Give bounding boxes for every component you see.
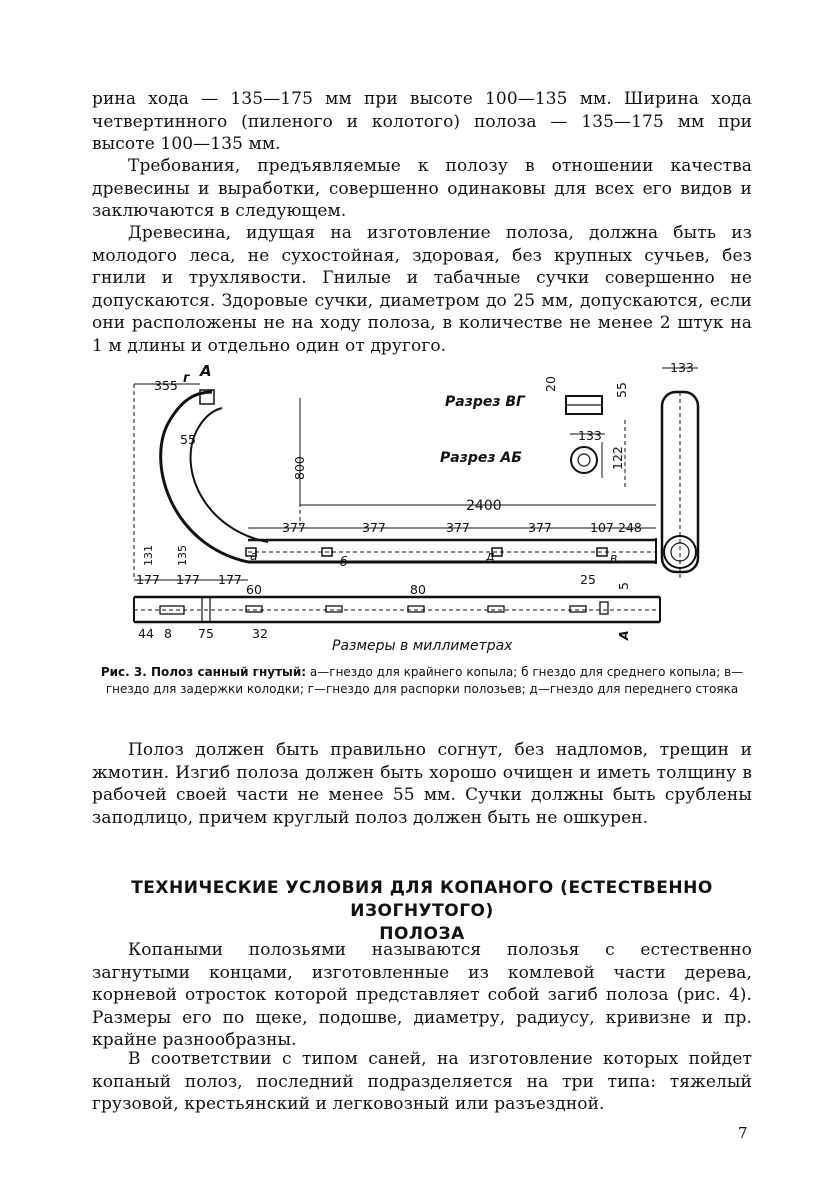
- dim-248: 248: [618, 520, 642, 535]
- page-number: 7: [738, 1124, 748, 1142]
- paragraph-2: Требования, предъявляемые к полозу в отношении качества древесины и выработки, совершенно одинаковы для всех его видов и заключаются в следующем.: [92, 156, 752, 221]
- dim-20: 20: [543, 376, 558, 392]
- dim-2400: 2400: [466, 498, 502, 514]
- dim-377-4: 377: [528, 520, 552, 535]
- section-ab-label: Разрез АБ: [440, 450, 522, 466]
- dim-8: 8: [164, 626, 172, 641]
- paragraph-1: рина хода — 135—175 мм при высоте 100—135 мм. Ширина хода четвертинного (пиленого и колотого) полоза — 135—175 мм при высоте 100—135 мм.: [92, 89, 752, 154]
- end-view-post: [662, 392, 698, 572]
- dim-75: 75: [198, 626, 214, 641]
- dim-107: 107: [590, 520, 614, 535]
- heading-line-2: ПОЛОЗА: [379, 924, 465, 944]
- dim-355: 355: [154, 378, 178, 393]
- dim-44: 44: [138, 626, 154, 641]
- dim-133-top: 133: [670, 360, 694, 375]
- caption-text: а—гнездо для крайнего копыла; б гнездо для среднего копыла; в—гнездо для задержки колодки; г—гнездо для распорки полозьев; д—гнездо для переднего стояка: [105, 665, 744, 696]
- dim-377-2: 377: [362, 520, 386, 535]
- paragraph-6: В соответствии с типом саней, на изготовление которых пойдет копаный полоз, последний подразделяется на три типа: тяжелый грузовой, крестьянский и легковозный или разъездной.: [92, 1049, 752, 1114]
- dim-80: 80: [410, 582, 426, 597]
- dim-177-2: 177: [176, 572, 200, 587]
- label-g: г: [183, 371, 190, 386]
- units-note: Размеры в миллиметрах: [332, 638, 513, 654]
- dim-60: 60: [246, 582, 262, 597]
- dim-800: 800: [292, 456, 307, 480]
- section-vg-label: Разрез ВГ: [445, 394, 525, 410]
- label-a: а: [250, 548, 258, 563]
- dim-177-1: 177: [136, 572, 160, 587]
- dim-133: 133: [578, 428, 602, 443]
- dim-131: 131: [142, 545, 155, 566]
- label-A2: А: [616, 630, 631, 640]
- dim-177-3: 177: [218, 572, 242, 587]
- label-v: в: [610, 550, 618, 565]
- dim-377-3: 377: [446, 520, 470, 535]
- dim-377-1: 377: [282, 520, 306, 535]
- paragraph-5: Копаными полозьями называются полозья с естественно загнутыми концами, изготовленные из комлевой части дерева, корневой отросток которой представляет собой загиб полоза (рис. 4). Размеры его по щеке, подошве, диаметру, радиусу, кривизне и пр. крайне разнообразны.: [92, 940, 752, 1050]
- dim-32: 32: [252, 626, 268, 641]
- label-d: д: [486, 548, 495, 563]
- dim-122: 122: [610, 446, 625, 470]
- dim-55b: 55: [614, 382, 629, 398]
- runner-curve-inner: [191, 408, 268, 542]
- label-b: б: [340, 554, 348, 569]
- dim-135: 135: [176, 545, 189, 566]
- runner-curve: [161, 392, 248, 562]
- dim-55a: 55: [180, 432, 196, 447]
- paragraph-3: Древесина, идущая на изготовление полоза, должна быть из молодого леса, не сухостойная, здоровая, без крупных сучьев, без гнили и трухлявости. Гнилые и табачные сучки совершенно не допускаются. Здоровые сучки, диаметром до 25 мм, допускаются, если они расположены не на ходу полоза, в количестве не менее 2 штук на 1 м длины и отдельно один от другого.: [92, 223, 752, 356]
- heading-line-1: ТЕХНИЧЕСКИЕ УСЛОВИЯ ДЛЯ КОПАНОГО (ЕСТЕСТВЕННО ИЗОГНУТОГО): [131, 878, 713, 921]
- label-A: А: [200, 362, 212, 380]
- paragraph-4: Полоз должен быть правильно согнут, без надломов, трещин и жмотин. Изгиб полоза должен быть хорошо очищен и иметь толщину в рабочей своей части не менее 55 мм. Сучки должны быть срублены заподлицо, причем круглый полоз должен быть не ошкурен.: [92, 740, 752, 828]
- dim-25: 25: [580, 572, 596, 587]
- figure-caption: [92, 664, 752, 698]
- caption-title: Рис. 3. Полоз санный гнутый:: [100, 665, 307, 679]
- section-ab: [571, 447, 597, 473]
- dim-5: 5: [616, 582, 631, 590]
- section-heading: [92, 877, 752, 946]
